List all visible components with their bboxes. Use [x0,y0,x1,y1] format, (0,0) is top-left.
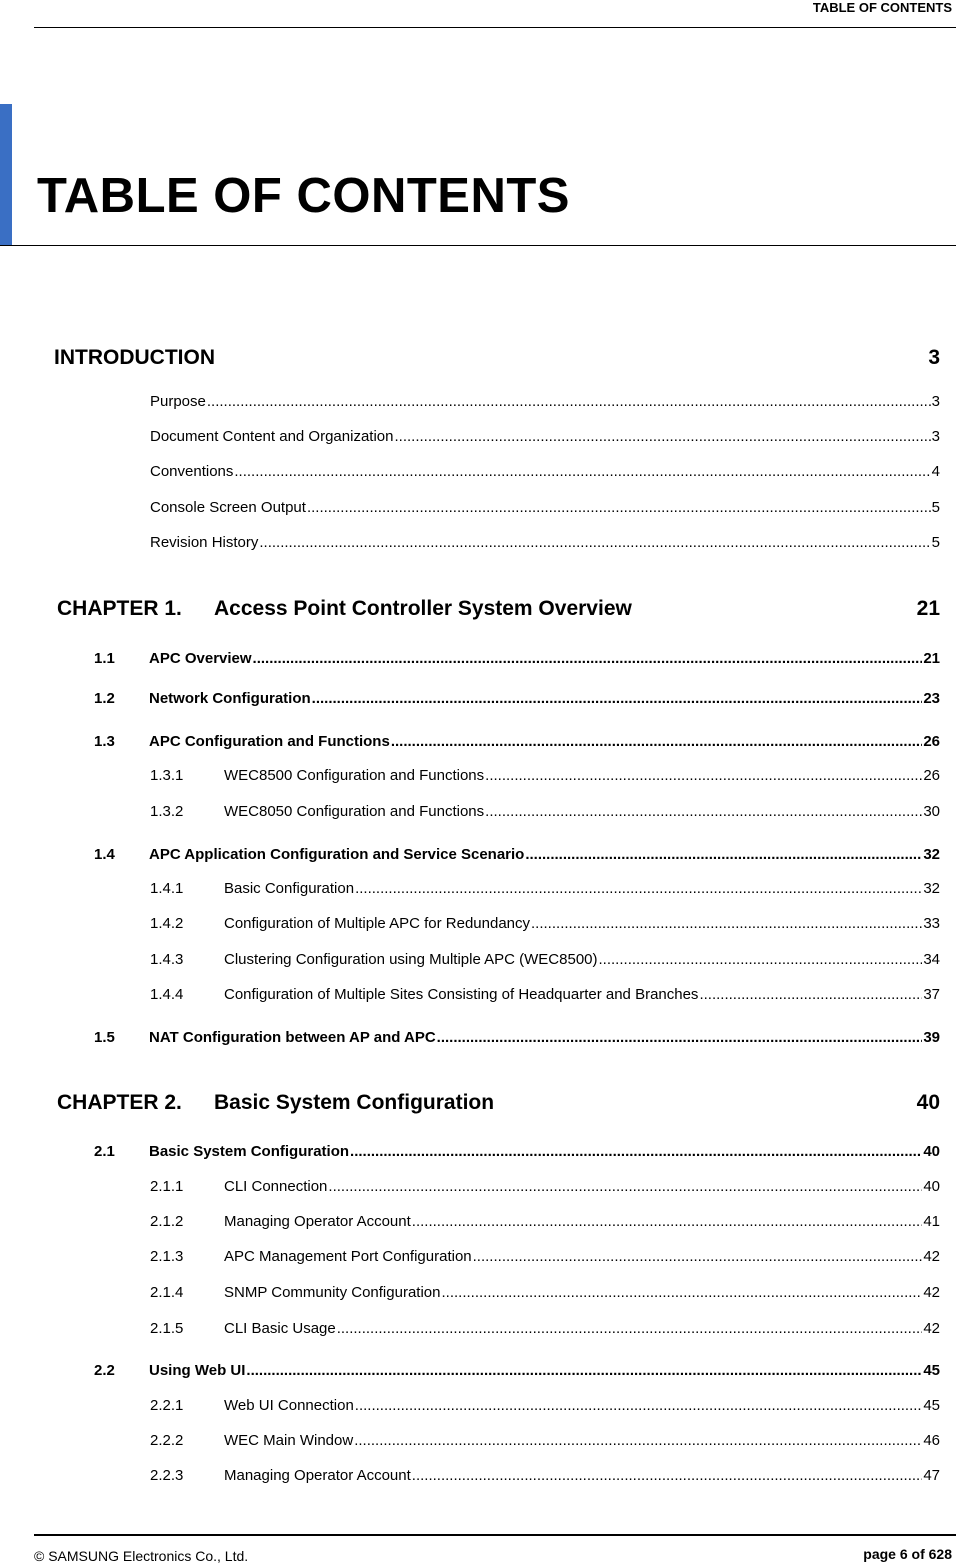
toc-subsection-2-2-1[interactable] [0,1397,940,1421]
section-number: 1.5 [94,1029,115,1046]
dot-leader [234,463,930,480]
toc-subsection-2-2-3[interactable] [0,1467,940,1491]
subsection-title: CLI Basic Usage [224,1320,336,1337]
toc-subsection-2-1-2[interactable] [0,1213,940,1237]
toc-section-2-1[interactable] [0,1143,940,1167]
subsection-page: 41 [923,1213,940,1230]
subsection-page: 32 [923,880,940,897]
subsection-page: 37 [923,986,940,1003]
subsection-page: 30 [923,803,940,820]
page-number: page 6 of 628 [863,1546,952,1562]
toc-section-1-1[interactable] [0,650,940,674]
introduction-heading[interactable] [54,346,940,370]
dot-leader [307,499,931,516]
dot-leader [355,880,922,897]
subsection-number: 2.2.2 [150,1432,184,1449]
toc-subsection-1-4-3[interactable] [0,951,940,975]
section-page: 23 [923,690,940,707]
toc-entry-page: 3 [931,428,940,445]
title-accent-bar [0,104,12,246]
dot-leader [354,1432,922,1449]
toc-section-1-5[interactable] [0,1029,940,1053]
subsection-title: WEC8050 Configuration and Functions [224,803,485,820]
subsection-title: CLI Connection [224,1178,328,1195]
subsection-title: Basic Configuration [224,880,355,897]
dot-leader [412,1213,923,1230]
dot-leader [699,986,922,1003]
toc-entry-conventions[interactable] [0,463,940,487]
toc-entry-revision-history[interactable] [0,534,940,558]
subsection-number: 2.2.3 [150,1467,184,1484]
toc-subsection-2-1-5[interactable] [0,1320,940,1344]
toc-entry-page: 5 [931,499,940,516]
toc-subsection-1-4-2[interactable] [0,915,940,939]
subsection-title: Clustering Configuration using Multiple APC (WEC8500) [224,951,598,968]
section-title: Network Configuration [149,690,311,707]
subsection-number: 1.4.2 [150,915,184,932]
toc-entry-page: 3 [931,393,940,410]
toc-entry-title: Revision History [150,534,259,551]
toc-entry-title: Document Content and Organization [150,428,394,445]
dot-leader [473,1248,923,1265]
subsection-page: 34 [923,951,940,968]
dot-leader [525,846,922,863]
dot-leader [207,393,931,410]
subsection-number: 1.3.2 [150,803,184,820]
dot-leader [485,767,922,784]
title-rule [0,245,956,246]
footer-rule [34,1534,956,1536]
dot-leader [253,650,923,667]
section-number: 1.4 [94,846,115,863]
subsection-page: 42 [923,1284,940,1301]
dot-leader [394,428,930,445]
section-number: 2.1 [94,1143,115,1160]
running-header: TABLE OF CONTENTS [812,0,952,15]
section-page: 32 [923,846,940,863]
section-title: Using Web UI [149,1362,246,1379]
chapter-page: 21 [916,597,940,620]
subsection-title: WEC Main Window [224,1432,354,1449]
subsection-page: 33 [923,915,940,932]
toc-entry-page: 4 [931,463,940,480]
subsection-title: Configuration of Multiple APC for Redundancy [224,915,531,932]
dot-leader [437,1029,923,1046]
dot-leader [485,803,922,820]
section-page: 45 [923,1362,940,1379]
section-number: 1.2 [94,690,115,707]
dot-leader [531,915,922,932]
subsection-page: 42 [923,1248,940,1265]
subsection-page: 46 [923,1432,940,1449]
dot-leader [337,1320,923,1337]
toc-entry-console-output[interactable] [0,499,940,523]
subsection-title: WEC8500 Configuration and Functions [224,767,485,784]
subsection-number: 1.4.1 [150,880,184,897]
subsection-number: 2.1.1 [150,1178,184,1195]
section-title: NAT Configuration between AP and APC [149,1029,436,1046]
subsection-number: 1.4.3 [150,951,184,968]
toc-entry-document-content[interactable] [0,428,940,452]
section-title: APC Configuration and Functions [149,733,390,750]
subsection-title: Managing Operator Account [224,1213,411,1230]
section-page: 21 [923,650,940,667]
chapter-1-heading[interactable] [57,597,940,625]
chapter-title: Basic System Configuration [214,1091,495,1114]
subsection-number: 1.4.4 [150,986,184,1003]
toc-subsection-1-3-2[interactable] [0,803,940,827]
section-number: 2.2 [94,1362,115,1379]
toc-subsection-2-1-1[interactable] [0,1178,940,1202]
subsection-number: 1.3.1 [150,767,184,784]
dot-leader [441,1284,922,1301]
subsection-page: 40 [923,1178,940,1195]
toc-section-1-4[interactable] [0,846,940,870]
dot-leader [350,1143,922,1160]
subsection-title: APC Management Port Configuration [224,1248,472,1265]
dot-leader [246,1362,922,1379]
dot-leader [259,534,930,551]
subsection-number: 2.2.1 [150,1397,184,1414]
chapter-page: 40 [916,1091,940,1114]
toc-subsection-1-4-1[interactable] [0,880,940,904]
dot-leader [412,1467,923,1484]
toc-entry-purpose[interactable] [0,393,940,417]
section-title: APC Application Configuration and Service Scenario [149,846,525,863]
subsection-page: 47 [923,1467,940,1484]
header-rule [34,27,956,28]
section-title: Basic System Configuration [149,1143,350,1160]
subsection-number: 2.1.3 [150,1248,184,1265]
page-title: TABLE OF CONTENTS [37,169,570,223]
toc-entry-title: Conventions [150,463,234,480]
toc-entry-title: Console Screen Output [150,499,306,516]
subsection-page: 26 [923,767,940,784]
subsection-title: SNMP Community Configuration [224,1284,441,1301]
copyright: © SAMSUNG Electronics Co., Ltd. [34,1548,249,1564]
section-title: APC Overview [149,650,252,667]
toc-section-1-3[interactable] [0,733,940,757]
toc-subsection-1-4-4[interactable] [0,986,940,1010]
toc-subsection-2-1-4[interactable] [0,1284,940,1308]
subsection-page: 42 [923,1320,940,1337]
section-page: 39 [923,1029,940,1046]
introduction-title: INTRODUCTION [54,346,215,369]
section-number: 1.3 [94,733,115,750]
introduction-page: 3 [928,346,940,369]
dot-leader [599,951,923,968]
toc-section-2-2[interactable] [0,1362,940,1386]
toc-entry-title: Purpose [150,393,206,410]
chapter-number: CHAPTER 2. [57,1091,182,1114]
chapter-2-heading[interactable] [57,1091,940,1119]
subsection-number: 2.1.5 [150,1320,184,1337]
subsection-title: Configuration of Multiple Sites Consisting of Headquarter and Branches [224,986,699,1003]
chapter-title: Access Point Controller System Overview [214,597,632,620]
subsection-number: 2.1.2 [150,1213,184,1230]
toc-subsection-2-1-3[interactable] [0,1248,940,1272]
chapter-number: CHAPTER 1. [57,597,182,620]
subsection-title: Web UI Connection [224,1397,354,1414]
toc-entry-page: 5 [931,534,940,551]
dot-leader [391,733,922,750]
section-page: 40 [923,1143,940,1160]
dot-leader [355,1397,923,1414]
section-number: 1.1 [94,650,115,667]
toc-subsection-1-3-1[interactable] [0,767,940,791]
toc-subsection-2-2-2[interactable] [0,1432,940,1456]
subsection-number: 2.1.4 [150,1284,184,1301]
dot-leader [312,690,923,707]
dot-leader [328,1178,922,1195]
toc-section-1-2[interactable] [0,690,940,714]
section-page: 26 [923,733,940,750]
subsection-page: 45 [923,1397,940,1414]
subsection-title: Managing Operator Account [224,1467,411,1484]
